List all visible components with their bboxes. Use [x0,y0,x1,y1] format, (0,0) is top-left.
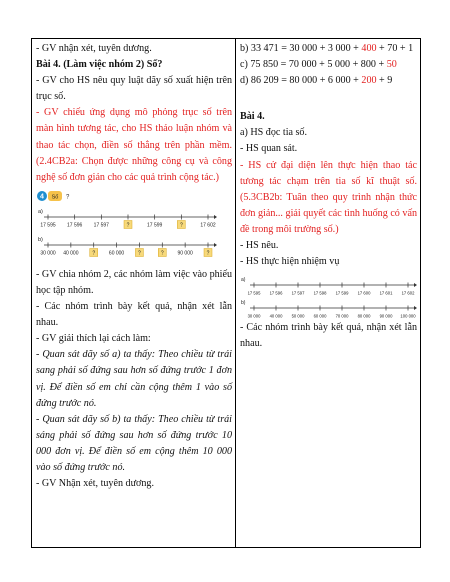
explanation-a: - Quan sát dãy số a) ta thấy: Theo chiều từ trái sang phải số đứng sau hơn số đứng trước 1 đơn vị. Để điền số em chỉ cần cộng thêm 1 vào số đứng trước nó. [36,349,232,409]
tick-label: 60 000 [108,250,125,257]
answer-line-a-label: a) [241,277,246,284]
tick-label: 50 000 [291,313,305,319]
text-line: - HS nêu. [240,240,279,252]
number-line-b [40,242,217,256]
exercise-heading: Bài 4. (Làm việc nhóm 2) Số? [36,59,163,71]
tick-label: ? [126,222,130,229]
tick-label: 17 597 [291,290,305,296]
tick-label: 100 000 [400,313,416,319]
axis-arrow-icon [214,243,217,247]
answer-number-line-b [248,306,417,319]
tick-label: 17 602 [200,222,216,229]
text-line: - GV cho HS nêu quy luật dãy số xuất hiện trên trục số. [36,75,232,103]
tick-label: 80 000 [357,313,371,319]
text-line: - HS thực hiện nhiệm vụ [240,256,340,268]
text-line: - GV chia nhóm 2, các nhóm làm việc vào phiếu học tập nhóm. [36,268,232,296]
text-line: - GV nhận xét, tuyên dương. [36,43,152,54]
tick-label: 17 595 [247,290,261,296]
number-line-figure-answer [240,274,422,320]
text-line: a) HS đọc tia số. [240,127,307,139]
text-line-red: - GV chiếu ứng dụng mô phỏng trục số trên màn hình tương tác, cho HS thảo luận nhóm và thao tác chọn, điền số thẳng trên phần mềm. (2.4CB2a: Chọn được những công cụ và công nghệ số đơn giản cho các quả trình cộng tác.) [36,107,232,183]
text-line: - GV Nhận xét, tuyên dương. [36,478,154,490]
axis-arrow-icon [414,306,417,310]
axis-arrow-icon [214,215,217,219]
tick-label: 90 000 [177,250,193,257]
tick-label: ? [138,250,141,257]
tick-label: 17 599 [147,222,163,229]
tick-label: 17 601 [379,290,393,296]
equation-b: b) 33 471 = 30 000 + 3 000 + 400 + 70 + 1 [240,43,414,54]
tick-label: 17 596 [269,290,283,296]
tick-label: 17 599 [335,290,349,296]
tick-label: 17 595 [40,222,56,229]
text-line: - HS quan sát. [240,143,298,155]
explanation-b: - Quan sát dãy số b) ta thấy: Theo chiều từ trái sáng phải số đứng sau hơn số đứng trước 10 000 đơn vị. Để điền số em cộng thêm 10 000 vào số đứng trước nó. [36,413,232,473]
tick-label: 17 600 [357,290,371,296]
tick-label: 30 000 [40,250,56,257]
answer-line-b-label: b) [241,300,246,307]
tick-label: 17 602 [401,290,415,296]
answer-number-line-a [248,283,417,296]
lesson-table [31,38,421,548]
tick-label: 40 000 [269,313,283,319]
student-column [236,39,421,548]
answer-heading: Bài 4. [240,111,265,123]
exercise-badge-number: 4 [40,193,44,201]
exercise-badge-label: Số [51,194,59,201]
text-line: - Các nhóm trình bày kết quả, nhận xét lẫn nhau. [36,301,232,329]
exercise-badge-question: ? [66,194,70,201]
tick-label: ? [179,222,183,229]
text-line: - GV giải thích lại cách làm: [36,333,151,345]
tick-label: 40 000 [63,250,79,257]
tick-label: 30 000 [247,313,261,319]
tick-label: 17 597 [93,222,109,229]
tick-label: 70 000 [335,313,349,319]
equation-d: d) 86 209 = 80 000 + 6 000 + 200 + 9 [240,75,393,87]
line-a-label: a) [38,208,43,215]
tick-label: ? [160,250,164,257]
number-line-figure-exercise [36,189,222,267]
tick-label: 60 000 [313,313,327,319]
number-line-a [40,214,217,228]
tick-label: 17 596 [67,222,83,229]
text-line-red: - HS cử đại diện lên thực hiện thao tác tương tác chạm trên tia số kĩ thuật số. (5.3CB2b: Tuân theo quy trình nhận thức đơn giản... giải quyết các tình huống có vấn đề trong môi trường số.) [240,159,417,235]
spacer [240,89,417,105]
line-b-label: b) [38,236,43,243]
equation-c: c) 75 850 = 70 000 + 5 000 + 800 + 50 [240,59,397,71]
text-line: - Các nhóm trình bày kết quả, nhận xét lẫn nhau. [240,322,417,350]
tick-label: 90 000 [379,313,393,319]
tick-label: ? [206,250,210,257]
axis-arrow-icon [414,283,417,287]
tick-label: 17 598 [313,290,327,296]
tick-label: ? [92,250,96,257]
teacher-column [32,39,236,548]
table-row [32,39,421,548]
